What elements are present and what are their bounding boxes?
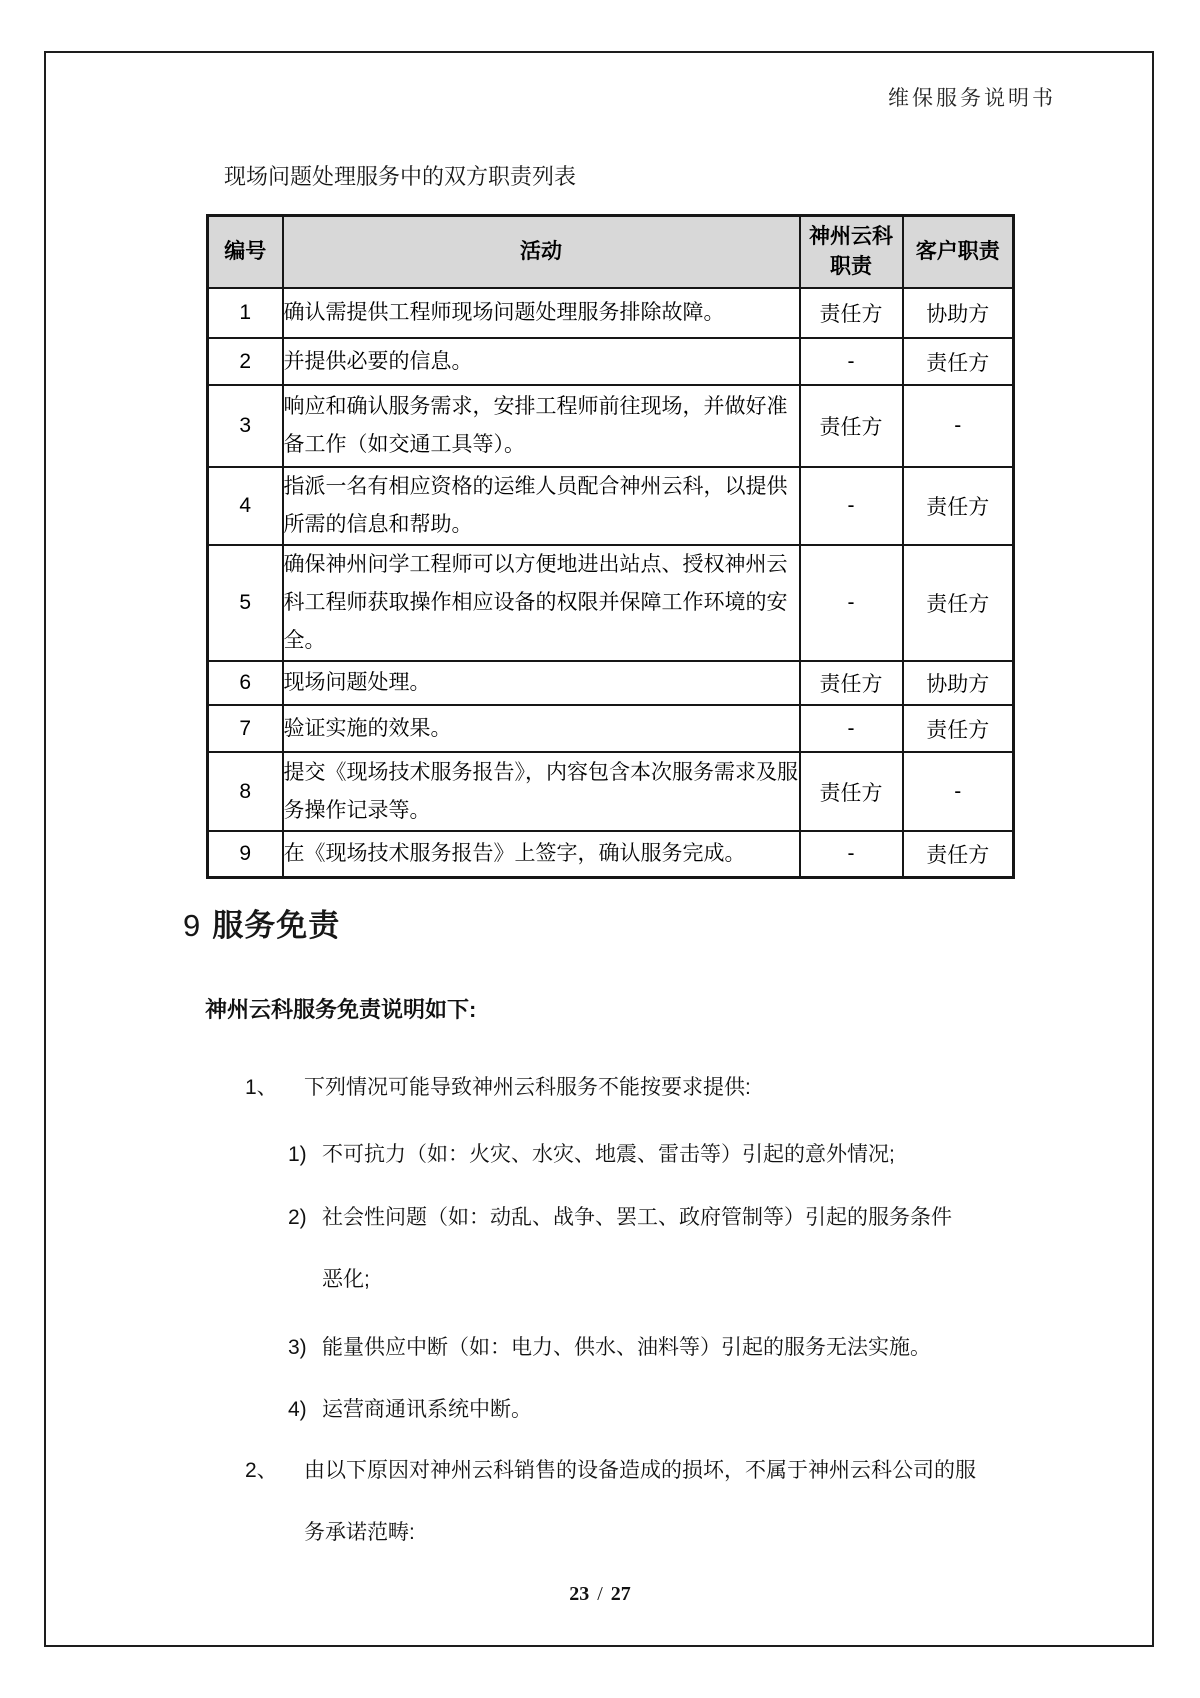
- cell-customer: 责任方: [903, 705, 1014, 752]
- cell-customer: 责任方: [903, 467, 1014, 545]
- cell-activity: 在《现场技术服务报告》上签字，确认服务完成。: [283, 831, 800, 878]
- cell-activity: 指派一名有相应资格的运维人员配合神州云科，以提供所需的信息和帮助。: [283, 467, 800, 545]
- col-header-activity: 活动: [283, 216, 800, 289]
- cell-company: 责任方: [800, 288, 903, 338]
- sub-item-1: [288, 1124, 964, 1186]
- cell-activity: 验证实施的效果。: [283, 705, 800, 752]
- table-row: [208, 385, 1014, 467]
- cell-no: 7: [208, 705, 283, 752]
- cell-company: -: [800, 545, 903, 661]
- cell-no: 5: [208, 545, 283, 661]
- cell-customer: 协助方: [903, 661, 1014, 705]
- list-text: 下列情况可能导致神州云科服务不能按要求提供:: [304, 1076, 751, 1099]
- cell-no: 1: [208, 288, 283, 338]
- list-marker: 3): [288, 1336, 307, 1359]
- cell-company: 责任方: [800, 385, 903, 467]
- list-item-1: [245, 1057, 985, 1119]
- responsibility-table: [206, 214, 1015, 879]
- cell-activity: 并提供必要的信息。: [283, 338, 800, 385]
- list-marker: 1、: [245, 1076, 278, 1099]
- list-text: 能量供应中断（如：电力、供水、油料等）引起的服务无法实施。: [322, 1336, 931, 1359]
- list-text: 不可抗力（如：火灾、水灾、地震、雷击等）引起的意外情况;: [322, 1143, 895, 1166]
- section-heading: [183, 900, 340, 945]
- cell-no: 2: [208, 338, 283, 385]
- cell-no: 8: [208, 752, 283, 831]
- page-number-current: 23: [569, 1583, 590, 1605]
- list-text: 由以下原因对神州云科销售的设备造成的损坏，不属于神州云科公司的服务承诺范畴:: [304, 1459, 976, 1544]
- section-title: 服务免责: [212, 908, 341, 943]
- table-row: [208, 467, 1014, 545]
- cell-activity: 响应和确认服务需求，安排工程师前往现场，并做好准备工作（如交通工具等）。: [283, 385, 800, 467]
- cell-company: 责任方: [800, 661, 903, 705]
- list-item-2: [245, 1440, 985, 1564]
- cell-company: -: [800, 831, 903, 878]
- table-title: 现场问题处理服务中的双方职责列表: [224, 164, 577, 189]
- table-row: [208, 288, 1014, 338]
- sub-item-2: [288, 1187, 964, 1311]
- table-header-row: [208, 216, 1014, 289]
- cell-activity: 确保神州问学工程师可以方便地进出站点、授权神州云科工程师获取操作相应设备的权限并保障工作环境的安全。: [283, 545, 800, 661]
- cell-no: 3: [208, 385, 283, 467]
- col-header-company: [800, 216, 903, 289]
- table-row: [208, 831, 1014, 878]
- cell-activity: 确认需提供工程师现场问题处理服务排除故障。: [283, 288, 800, 338]
- col-header-no: 编号: [208, 216, 283, 289]
- page-number-separator: /: [597, 1583, 603, 1605]
- cell-customer: 责任方: [903, 338, 1014, 385]
- list-marker: 2、: [245, 1459, 278, 1482]
- table-row: [208, 545, 1014, 661]
- list-marker: 4): [288, 1398, 307, 1421]
- table-row: [208, 338, 1014, 385]
- table-row: [208, 661, 1014, 705]
- list-text: 社会性问题（如：动乱、战争、罢工、政府管制等）引起的服务条件恶化;: [322, 1206, 952, 1291]
- cell-no: 6: [208, 661, 283, 705]
- cell-activity: 提交《现场技术服务报告》，内容包含本次服务需求及服务操作记录等。: [283, 752, 800, 831]
- list-marker: 1): [288, 1143, 307, 1166]
- cell-activity: 现场问题处理。: [283, 661, 800, 705]
- list-marker: 2): [288, 1206, 307, 1229]
- cell-no: 9: [208, 831, 283, 878]
- page-number: [0, 1583, 1200, 1606]
- cell-company: -: [800, 467, 903, 545]
- cell-customer: 责任方: [903, 831, 1014, 878]
- table-row: [208, 752, 1014, 831]
- sub-item-3: [288, 1317, 964, 1379]
- cell-customer: -: [903, 385, 1014, 467]
- section-number: 9: [183, 908, 201, 943]
- list-text: 运营商通讯系统中断。: [322, 1398, 532, 1421]
- cell-company: -: [800, 705, 903, 752]
- disclaimer-intro: 神州云科服务免责说明如下:: [205, 997, 477, 1022]
- cell-company: 责任方: [800, 752, 903, 831]
- sub-item-4: [288, 1379, 964, 1441]
- col-header-customer: 客户职责: [903, 216, 1014, 289]
- cell-customer: 协助方: [903, 288, 1014, 338]
- doc-header-title: 维保服务说明书: [888, 86, 1056, 110]
- cell-no: 4: [208, 467, 283, 545]
- table-row: [208, 705, 1014, 752]
- page-number-total: 27: [610, 1583, 631, 1605]
- cell-customer: 责任方: [903, 545, 1014, 661]
- cell-customer: -: [903, 752, 1014, 831]
- col-header-company-label: 神州云科职责: [809, 225, 893, 278]
- cell-company: -: [800, 338, 903, 385]
